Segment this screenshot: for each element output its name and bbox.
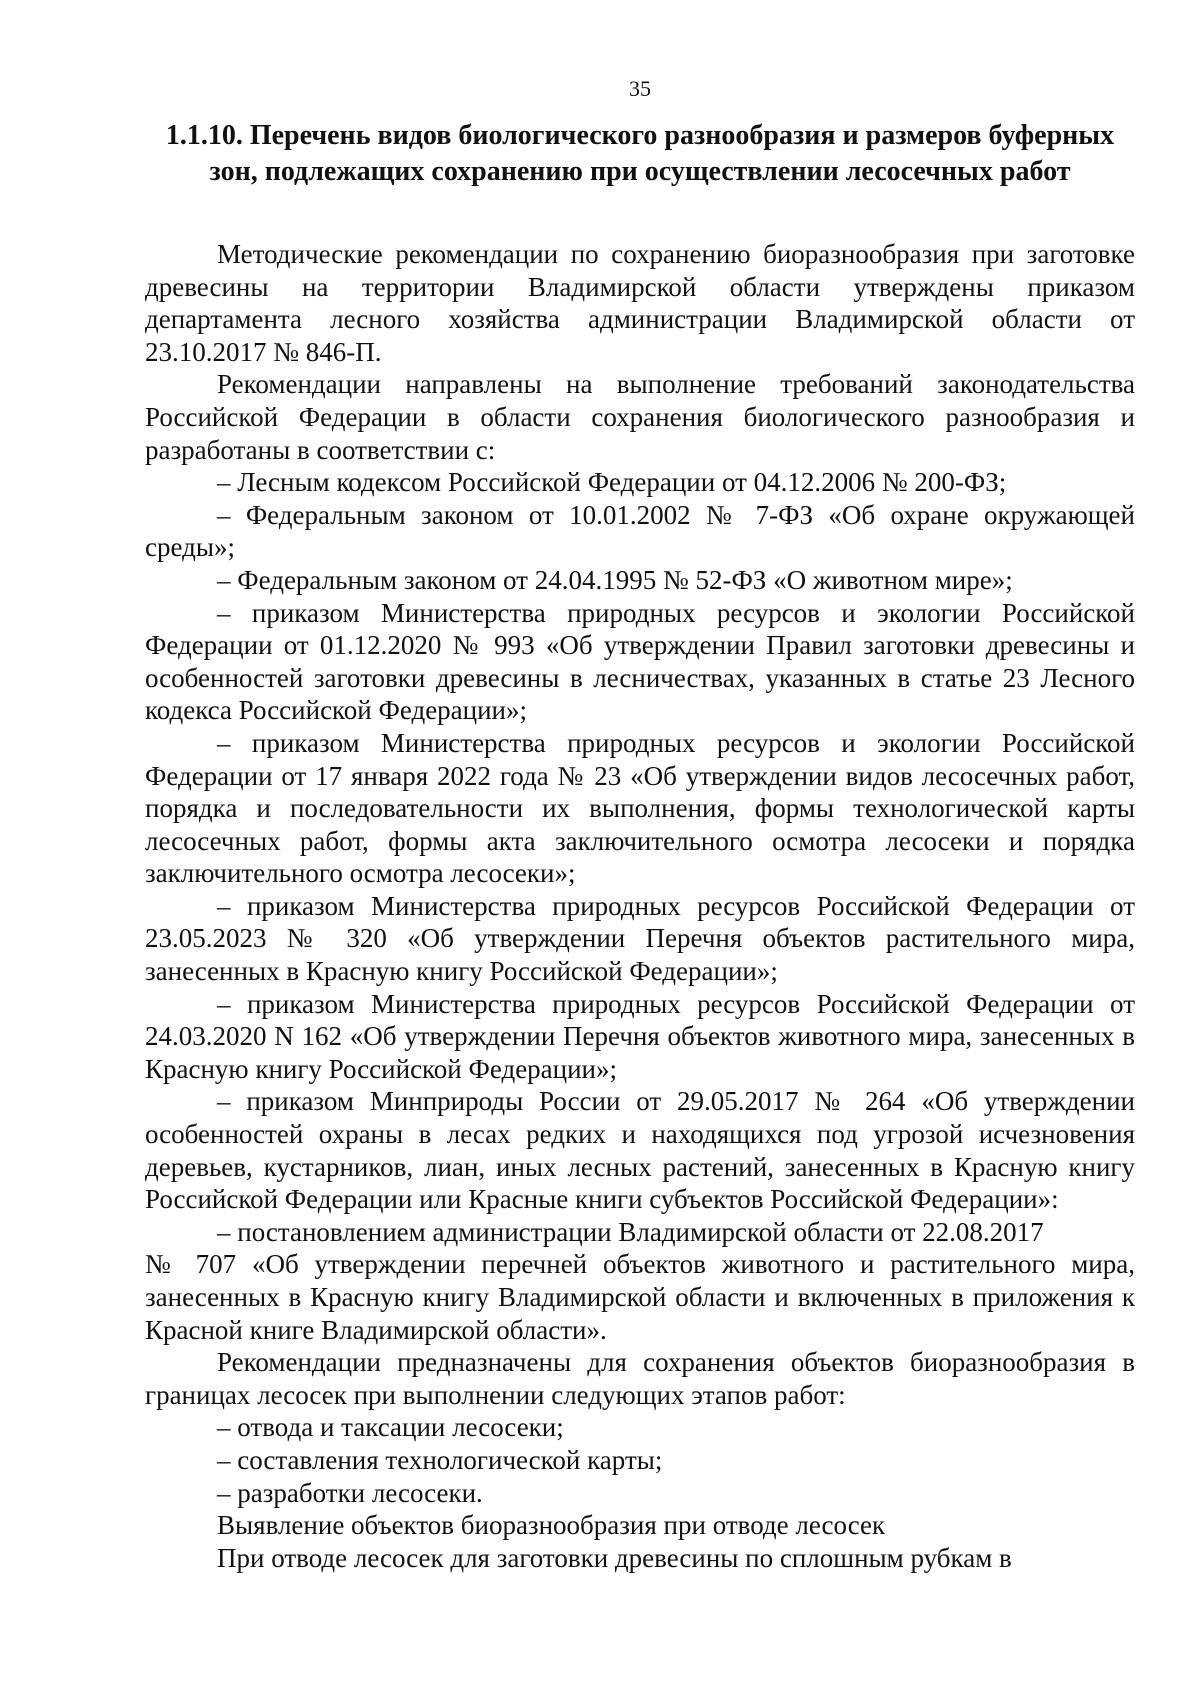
list-item-stage-development: – разработки лесосеки. <box>217 1477 483 1508</box>
list-item-stage-allotment: – отвода и таксации лесосеки; <box>217 1412 564 1443</box>
paragraph-intro: Методические рекомендации по сохранению биоразнообразия при заготовке древесины на территории Владимирской области утверждены приказом департамента лесного хозяйства администрации Владимирской области от 23.10.2017 № 846-П. <box>145 239 1135 367</box>
section-heading-line-2: зон, подлежащих сохранению при осуществлении лесосечных работ <box>209 156 1071 187</box>
page-number: 35 <box>629 76 651 101</box>
paragraph-recommendations: Рекомендации направлены на выполнение требований законодательства Российской Федерации в области сохранения биологического разнообразия и разработаны в соответствии с: <box>145 369 1135 465</box>
list-item-order-264: – приказом Минприроды России от 29.05.2017 № 264 «Об утверждении особенностей охраны в лесах редких и находящихся под угрозой исчезновения деревьев, кустарников, лиан, иных лесных растений, занесенных в Красную книгу Российской Федерации или Красные книги субъектов Российской Федерации»: <box>145 1086 1135 1215</box>
subheading-identification: Выявление объектов биоразнообразия при отводе лесосек <box>217 1510 886 1541</box>
list-item-resolution-707-line: – постановлением администрации Владимирской области от 22.08.2017 <box>217 1216 1044 1247</box>
list-item-environment-law: – Федеральным законом от 10.01.2002 № 7-ФЗ «Об охране окружающей среды»; <box>145 499 1135 563</box>
list-item-order-162: – приказом Министерства природных ресурсов Российской Федерации от 24.03.2020 N 162 «Об утверждении Перечня объектов животного мира, занесенных в Красную книгу Российской Федерации»; <box>145 988 1135 1084</box>
list-item-resolution-707-cont: № 707 «Об утверждении перечней объектов животного и растительного мира, занесенных в Красную книгу Владимирской области и включенных в приложения к Красной книге Владимирской области». <box>145 1249 1135 1345</box>
paragraph-allotment: При отводе лесосек для заготовки древесины по сплошным рубкам в <box>217 1542 1012 1573</box>
list-item-forest-code: – Лесным кодексом Российской Федерации от 04.12.2006 № 200-ФЗ; <box>217 467 1007 498</box>
document-body <box>145 238 1135 1574</box>
section-heading <box>145 118 1135 190</box>
paragraph-stages: Рекомендации предназначены для сохранения объектов биоразнообразия в границах лесосек при выполнении следующих этапов работ: <box>145 1347 1135 1410</box>
list-item-animal-world-law: – Федеральным законом от 24.04.1995 № 52-ФЗ «О животном мире»; <box>217 564 1013 595</box>
list-item-order-23: – приказом Министерства природных ресурсов и экологии Российской Федерации от 17 января 2022 года № 23 «Об утверждении видов лесосечных работ, порядка и последовательности их выполнения, формы технологической карты лесосечных работ, формы акта заключительного осмотра лесосеки и порядка заключительного осмотра лесосеки»; <box>145 727 1135 889</box>
list-item-order-320: – приказом Министерства природных ресурсов Российской Федерации от 23.05.2023 № 320 «Об утверждении Перечня объектов растительного мира, занесенных в Красную книгу Российской Федерации»; <box>145 890 1135 987</box>
list-item-order-993: – приказом Министерства природных ресурсов и экологии Российской Федерации от 01.12.2020 № 993 «Об утверждении Правил заготовки древесины и особенностей заготовки древесины в лесничествах, указанных в статье 23 Лесного кодекса Российской Федерации»; <box>145 597 1135 726</box>
list-item-stage-tech-map: – составления технологической карты; <box>217 1444 663 1475</box>
section-heading-line-1: 1.1.10. Перечень видов биологического разнообразия и размеров буферных <box>165 120 1115 151</box>
